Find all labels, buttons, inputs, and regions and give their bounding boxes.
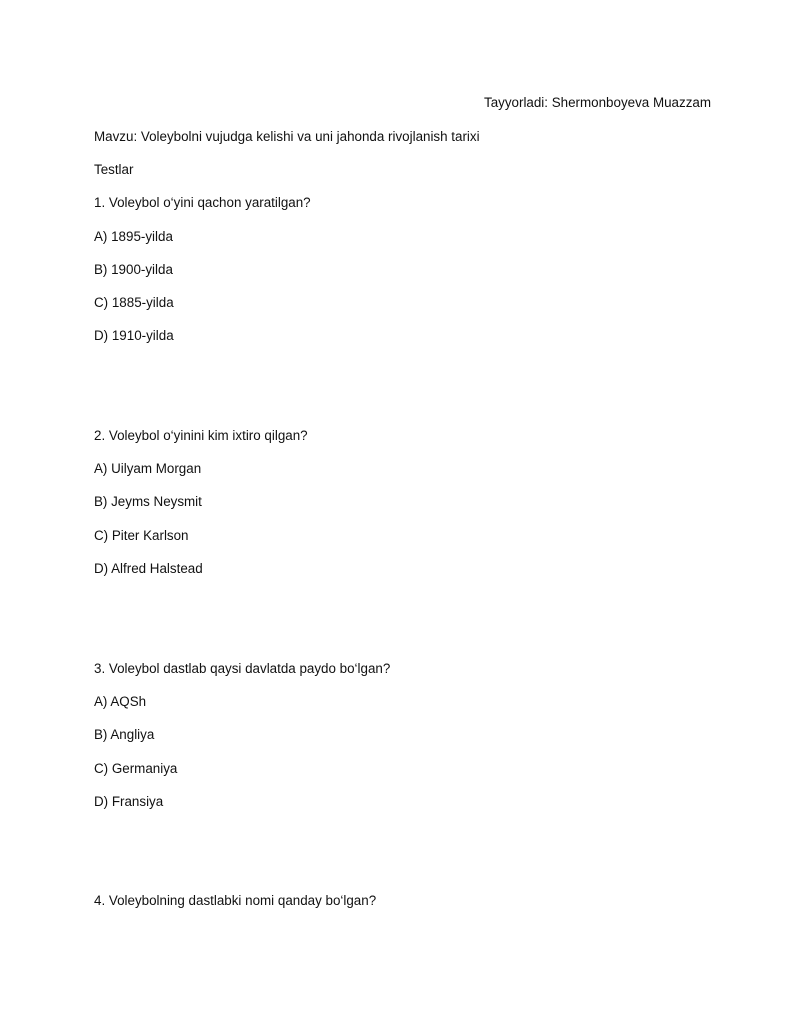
- section-title: Testlar: [94, 162, 134, 177]
- question-4: 4. Voleybolning dastlabki nomi qanday bo‘lgan?: [94, 893, 377, 908]
- question-2-option-d: D) Alfred Halstead: [94, 561, 203, 576]
- question-2-option-a: A) Uilyam Morgan: [94, 461, 202, 476]
- question-1-option-d: D) 1910-yilda: [94, 328, 174, 343]
- question-3-option-a: A) AQSh: [94, 694, 147, 709]
- question-3-option-d: D) Fransiya: [94, 794, 164, 809]
- question-1-option-b: B) 1900-yilda: [94, 262, 173, 277]
- question-1-option-c: C) 1885-yilda: [94, 295, 174, 310]
- topic-line: Mavzu: Voleybolni vujudga kelishi va uni jahonda rivojlanish tarixi: [94, 129, 480, 144]
- question-3-option-b: B) Angliya: [94, 727, 155, 742]
- question-2-option-b: B) Jeyms Neysmit: [94, 494, 202, 509]
- question-3-option-c: C) Germaniya: [94, 761, 178, 776]
- question-3: 3. Voleybol dastlab qaysi davlatda paydo bo‘lgan?: [94, 661, 391, 676]
- question-1-option-a: A) 1895-yilda: [94, 229, 173, 244]
- question-2: 2. Voleybol o‘yinini kim ixtiro qilgan?: [94, 428, 308, 443]
- question-2-option-c: C) Piter Karlson: [94, 528, 189, 543]
- question-1: 1. Voleybol o‘yini qachon yaratilgan?: [94, 195, 311, 210]
- author-line: Tayyorladi: Shermonboyeva Muazzam: [484, 95, 711, 110]
